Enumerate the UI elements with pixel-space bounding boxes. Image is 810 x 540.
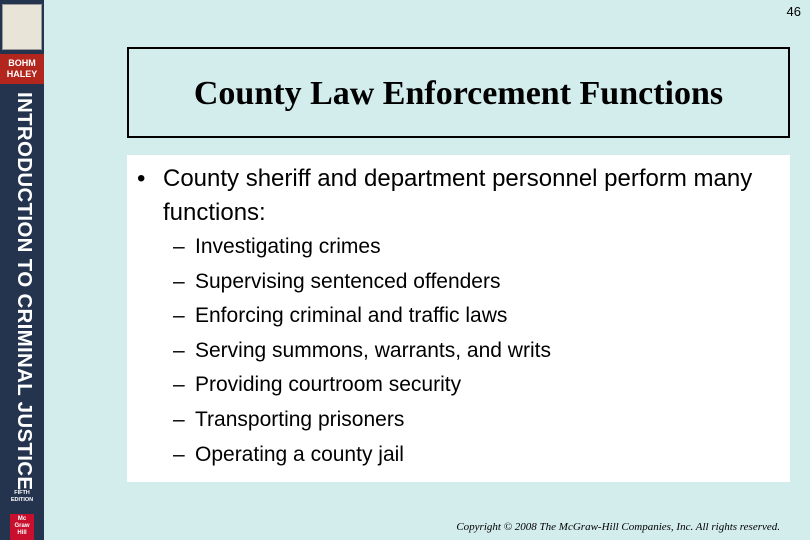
list-item <box>173 336 551 371</box>
main-bullet-text: County sheriff and department personnel perform many functions: <box>163 165 753 226</box>
list-item <box>173 232 551 267</box>
book-spine-image <box>0 0 44 540</box>
dash-marker: – <box>173 407 185 431</box>
book-edition <box>0 490 44 504</box>
book-authors <box>0 54 44 84</box>
copyright-footer: Copyright © 2008 The McGraw-Hill Companies, Inc. All rights reserved. <box>456 521 780 533</box>
list-item <box>173 267 551 302</box>
book-author-1: BOHM <box>8 58 36 68</box>
bullet-marker: • <box>137 165 146 192</box>
dash-marker: – <box>173 338 185 362</box>
slide-title-box <box>127 47 790 138</box>
page-number: 46 <box>786 4 801 19</box>
book-edition-line-1: FIFTH <box>14 490 30 496</box>
book-author-2: HALEY <box>6 69 38 79</box>
function-list <box>173 232 551 474</box>
list-item-text: Providing courtroom security <box>195 373 462 397</box>
publisher-logo-line-2: Graw <box>14 523 30 529</box>
list-item <box>173 370 551 405</box>
slide-content <box>127 155 790 482</box>
list-item-text: Operating a county jail <box>195 442 404 466</box>
list-item-text: Supervising sentenced offenders <box>195 269 501 293</box>
slide-title: County Law Enforcement Functions <box>193 75 724 112</box>
list-item <box>173 405 551 440</box>
book-edition-line-2: EDITION <box>10 497 34 503</box>
dash-marker: – <box>173 304 185 328</box>
book-cover-thumbnail <box>2 4 42 50</box>
publisher-logo-line-3: Hill <box>17 530 27 536</box>
dash-marker: – <box>173 373 185 397</box>
list-item-text: Serving summons, warrants, and writs <box>195 338 551 362</box>
list-item-text: Enforcing criminal and traffic laws <box>195 304 508 328</box>
list-item-text: Investigating crimes <box>195 235 381 258</box>
main-bullet <box>137 162 782 230</box>
list-item <box>173 301 551 336</box>
dash-marker: – <box>173 235 185 258</box>
dash-marker: – <box>173 269 185 293</box>
dash-marker: – <box>173 442 185 466</box>
book-title: INTRODUCTION TO CRIMINAL JUSTICE <box>13 92 36 491</box>
publisher-logo-line-1: Mc <box>17 516 27 522</box>
list-item-text: Transporting prisoners <box>195 407 405 431</box>
list-item <box>173 440 551 475</box>
